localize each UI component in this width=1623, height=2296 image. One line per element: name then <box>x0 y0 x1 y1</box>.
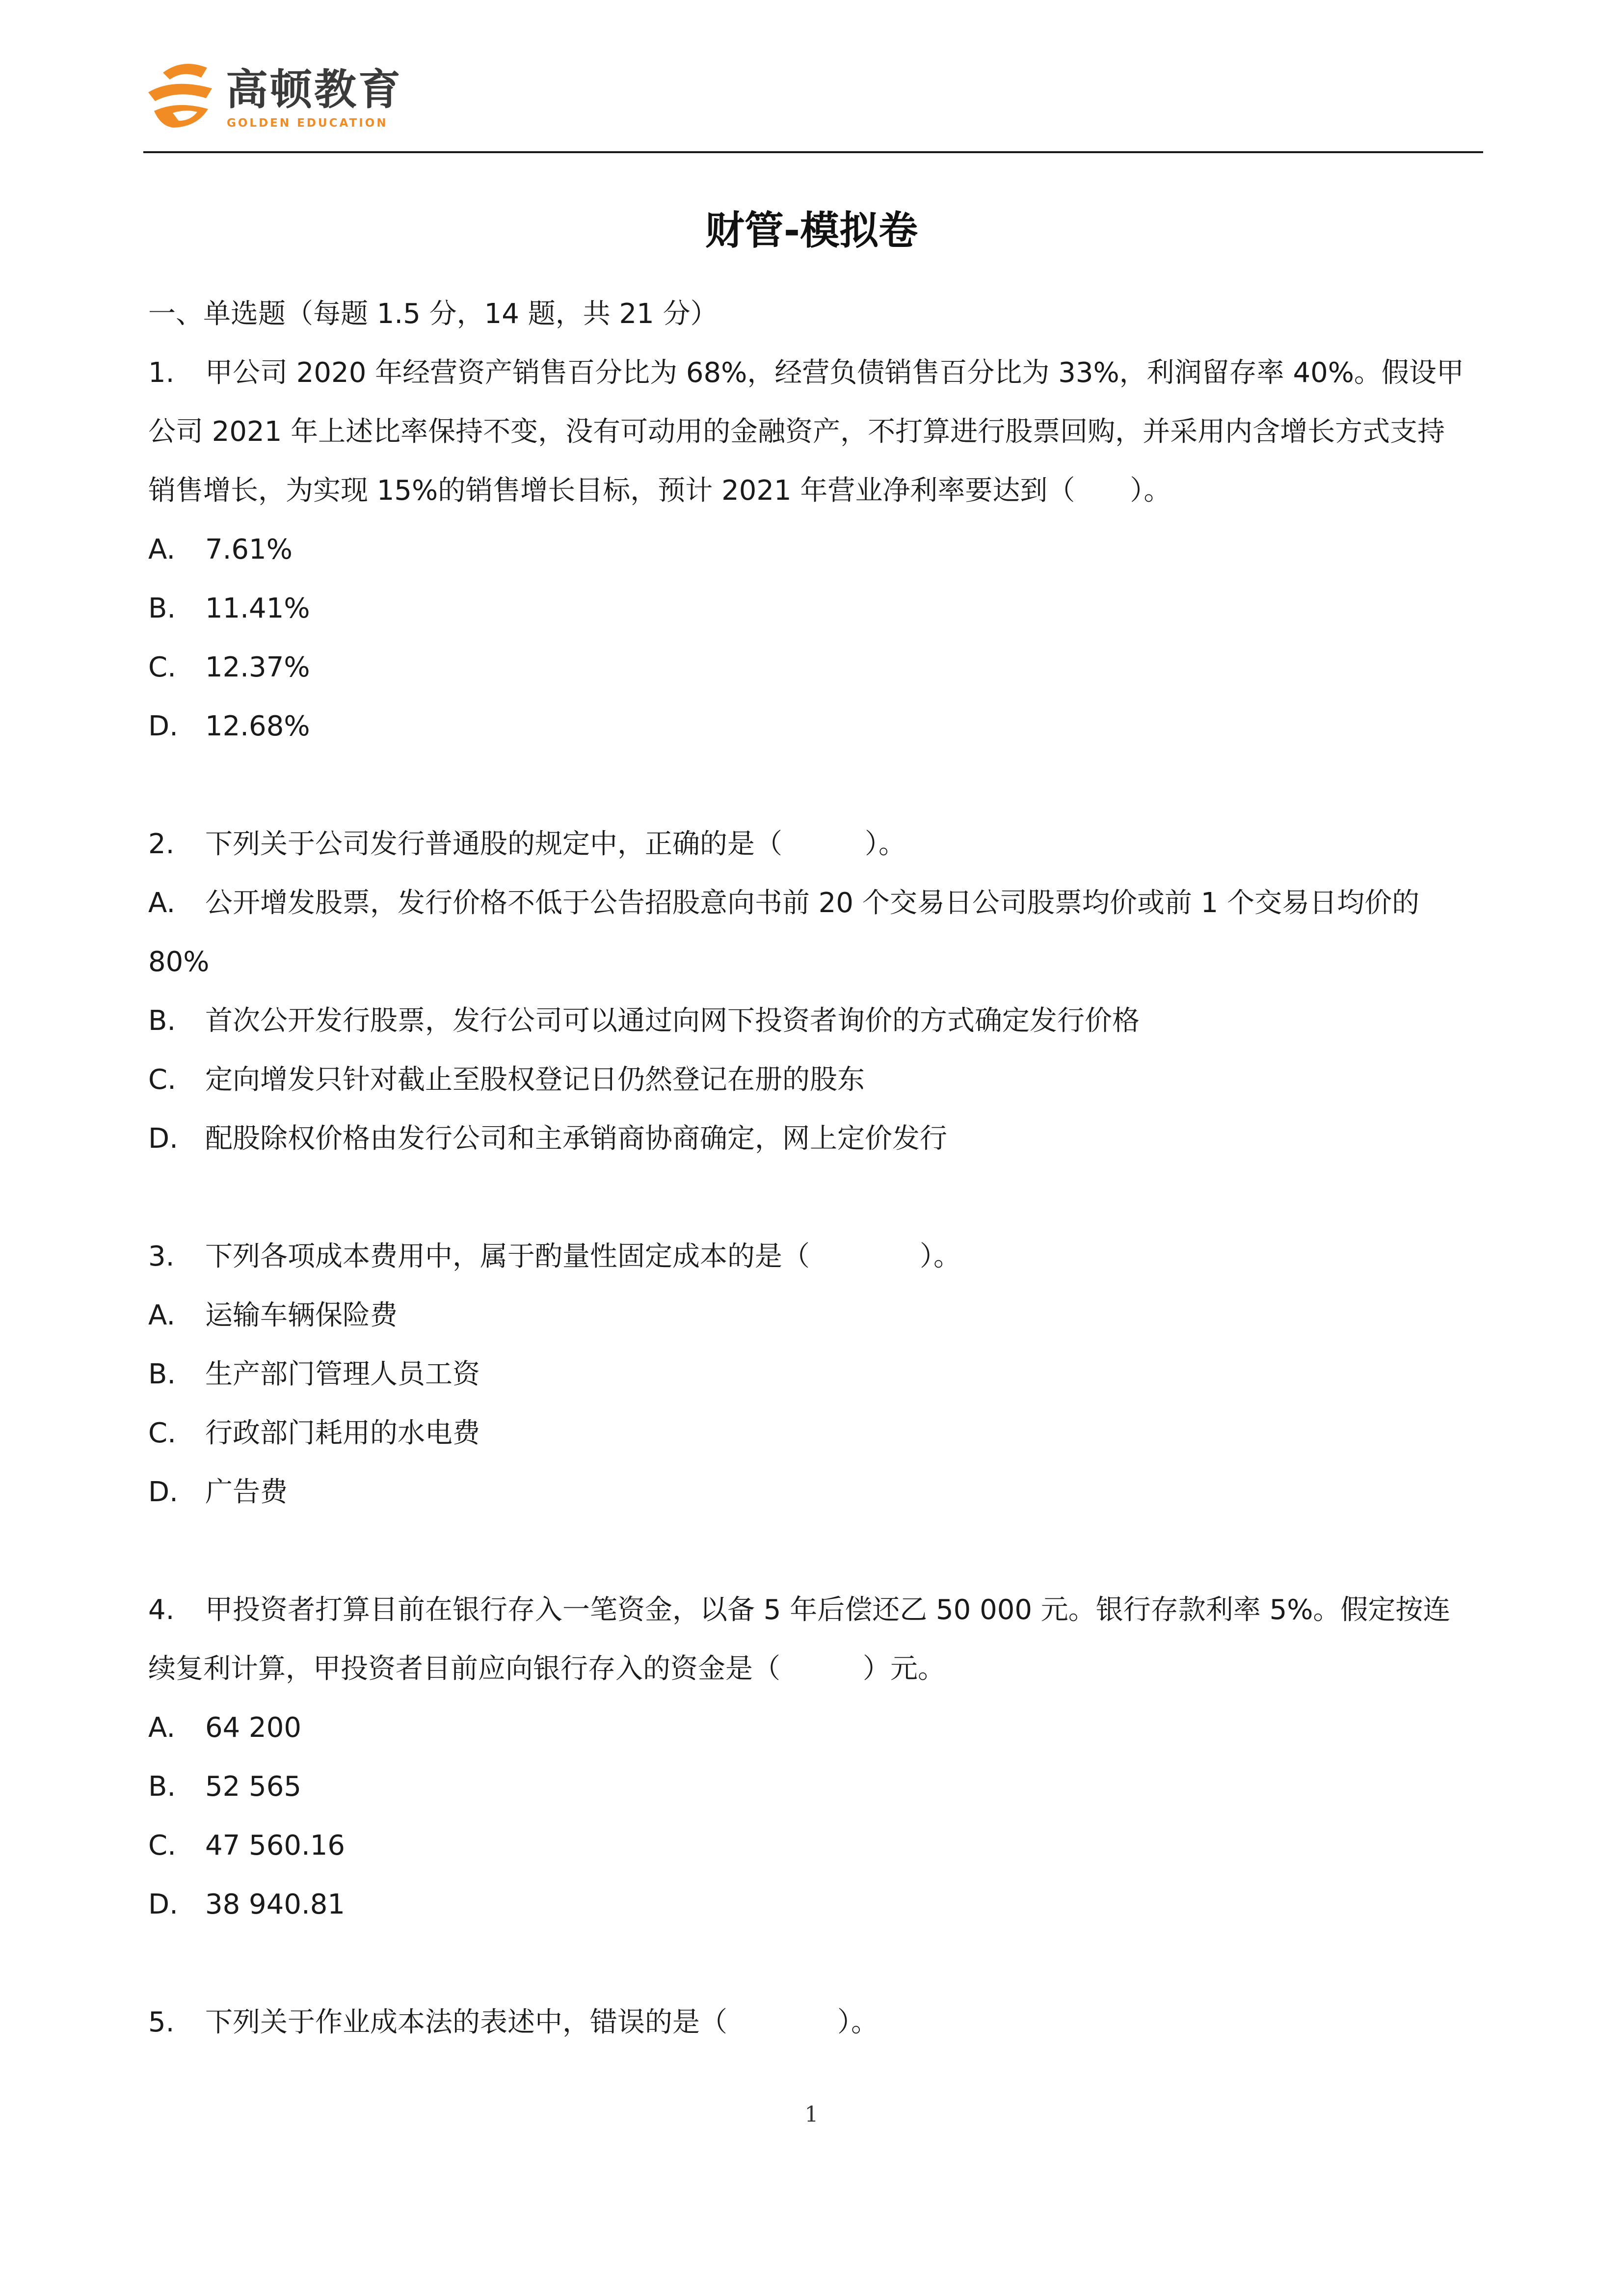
question-stem-line: 下列关于作业成本法的表述中，错误的是（ ）。 <box>205 2006 878 2038</box>
header-divider <box>143 151 1483 153</box>
option-text: 生产部门管理人员工资 <box>205 1358 480 1390</box>
option-label: B. <box>148 1771 176 1803</box>
option-text: 配股除权价格由发行公司和主承销商协商确定，网上定价发行 <box>205 1123 947 1155</box>
option-label: A. <box>148 1299 176 1331</box>
option-text: 7.61% <box>205 534 293 566</box>
option-text: 行政部门耗用的水电费 <box>205 1417 480 1449</box>
option-label: D. <box>148 1889 178 1920</box>
option-label: C. <box>148 1417 176 1449</box>
logo-english-text: GOLDEN EDUCATION <box>227 117 388 130</box>
option-label: C. <box>148 1064 176 1096</box>
question-number: 3. <box>148 1241 175 1272</box>
option-text: 广告费 <box>205 1476 288 1508</box>
option-label: D. <box>148 1123 178 1155</box>
document-title: 财管-模拟卷 <box>705 208 918 253</box>
question-number: 2. <box>148 828 175 860</box>
question-stem-line: 下列关于公司发行普通股的规定中，正确的是（ ）。 <box>205 828 906 860</box>
option-label: A. <box>148 1712 176 1744</box>
question-stem-line: 公司 2021 年上述比率保持不变，没有可动用的金融资产，不打算进行股票回购，并采用内含增长方式支持 <box>148 416 1445 448</box>
option-label: B. <box>148 593 176 624</box>
section-heading: 一、单选题（每题 1.5 分，14 题，共 21 分） <box>148 298 718 330</box>
option-text: 公开增发股票，发行价格不低于公告招股意向书前 20 个交易日公司股票均价或前 1 个交易日均价的 <box>205 887 1420 919</box>
question-number: 5. <box>148 2006 175 2038</box>
option-text: 12.68% <box>205 710 310 742</box>
golden-education-logo-icon <box>143 58 222 132</box>
option-label: C. <box>148 651 176 683</box>
option-text-continuation: 80% <box>148 946 210 978</box>
page-number: 1 <box>804 2102 819 2127</box>
option-text: 运输车辆保险费 <box>205 1299 398 1331</box>
question-number: 1. <box>148 357 175 389</box>
option-text: 38 940.81 <box>205 1889 346 1920</box>
logo-chinese-text: 高顿教育 <box>226 65 402 114</box>
question-number: 4. <box>148 1594 175 1626</box>
option-label: C. <box>148 1830 176 1862</box>
option-text: 定向增发只针对截止至股权登记日仍然登记在册的股东 <box>205 1064 865 1096</box>
question-stem-line: 下列各项成本费用中，属于酌量性固定成本的是（ ）。 <box>205 1241 961 1272</box>
question-stem-line: 续复利计算，甲投资者目前应向银行存入的资金是（ ）元。 <box>148 1653 945 1685</box>
question-stem-line: 甲公司 2020 年经营资产销售百分比为 68%，经营负债销售百分比为 33%，利润留存率 40%。假设甲 <box>205 357 1464 389</box>
option-text: 47 560.16 <box>205 1830 346 1862</box>
option-text: 11.41% <box>205 593 310 624</box>
option-text: 首次公开发行股票，发行公司可以通过向网下投资者询价的方式确定发行价格 <box>205 1005 1140 1037</box>
option-label: D. <box>148 710 178 742</box>
question-stem-line: 甲投资者打算目前在银行存入一笔资金，以备 5 年后偿还乙 50 000 元。银行存款利率 5%。假定按连 <box>205 1594 1451 1626</box>
brand-logo <box>143 54 408 137</box>
option-label: D. <box>148 1476 178 1508</box>
option-text: 52 565 <box>205 1771 301 1803</box>
option-text: 12.37% <box>205 651 310 683</box>
option-text: 64 200 <box>205 1712 301 1744</box>
question-stem-line: 销售增长，为实现 15%的销售增长目标，预计 2021 年营业净利率要达到（ ）。 <box>148 475 1171 507</box>
option-label: B. <box>148 1005 176 1037</box>
option-label: A. <box>148 534 176 566</box>
option-label: B. <box>148 1358 176 1390</box>
option-label: A. <box>148 887 176 919</box>
